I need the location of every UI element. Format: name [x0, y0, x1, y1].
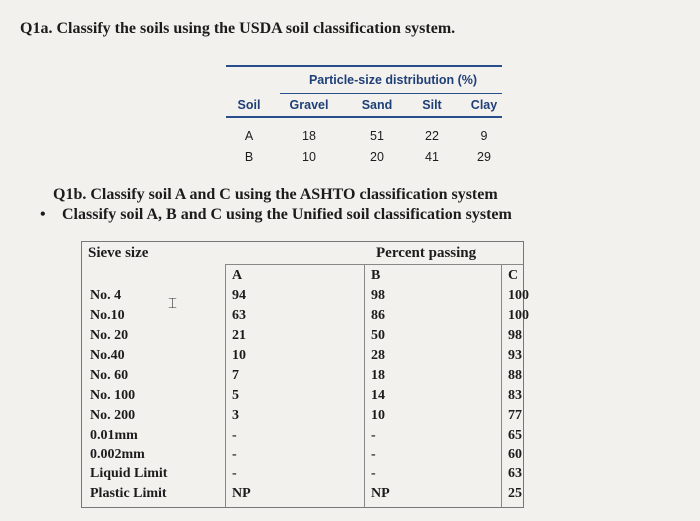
- cell-b: 10: [371, 408, 385, 423]
- cell-b: 86: [371, 308, 385, 323]
- cell-c: 25: [508, 486, 522, 501]
- cell-a: 21: [232, 328, 246, 343]
- col-divider-b: [364, 264, 365, 507]
- col-divider-c: [501, 264, 502, 507]
- question-1b: [53, 186, 498, 204]
- row-label: No. 20: [90, 328, 129, 343]
- cell-b: NP: [371, 486, 390, 501]
- cell-b: 18: [371, 368, 385, 383]
- cell-a: -: [232, 428, 237, 443]
- row-label: No. 100: [90, 388, 136, 403]
- group-header: Particle-size distribution (%): [308, 73, 478, 87]
- cell-a: 10: [232, 348, 246, 363]
- row-label: Liquid Limit: [90, 466, 168, 481]
- row-label: 0.01mm: [90, 428, 138, 443]
- cell-b: 50: [371, 328, 385, 343]
- text-cursor-icon: ⌶: [168, 294, 178, 312]
- cell-c: 88: [508, 368, 522, 383]
- row-label: 0.002mm: [90, 447, 145, 462]
- row-label: No.40: [90, 348, 125, 363]
- question-1a-label: Q1a.: [20, 20, 53, 37]
- sieve-size-header: Sieve size: [88, 245, 149, 261]
- bullet-icon: •: [40, 206, 46, 223]
- cell-c: 77: [508, 408, 522, 423]
- cell-soil-a: A: [244, 129, 254, 143]
- cell-b: -: [371, 447, 376, 462]
- cell-a: 3: [232, 408, 239, 423]
- cell-sand-a: 51: [370, 129, 384, 143]
- cell-soil-b: B: [244, 150, 254, 164]
- question-1a: [20, 20, 455, 38]
- cell-b: 98: [371, 288, 385, 303]
- row-label: No. 60: [90, 368, 129, 383]
- cell-a: NP: [232, 486, 251, 501]
- bullet-text: Classify soil A, B and C using the Unified soil classification system: [62, 206, 512, 223]
- cell-a: 94: [232, 288, 246, 303]
- percent-passing-header: Percent passing: [376, 245, 477, 261]
- group-header-rule: [280, 93, 502, 94]
- col-header-clay: Clay: [470, 98, 498, 112]
- cell-b: -: [371, 428, 376, 443]
- col-header-gravel: Gravel: [289, 98, 329, 112]
- cell-a: -: [232, 447, 237, 462]
- cell-b: -: [371, 466, 376, 481]
- cell-c: 60: [508, 447, 522, 462]
- sieve-analysis-table: [81, 241, 529, 508]
- bullet-item: [40, 206, 512, 224]
- cell-c: 93: [508, 348, 522, 363]
- table-top-rule: [226, 65, 502, 67]
- cell-sand-b: 20: [370, 150, 384, 164]
- col-header-silt: Silt: [422, 98, 442, 112]
- cell-c: 63: [508, 466, 522, 481]
- cell-a: 63: [232, 308, 246, 323]
- question-1b-text: Classify soil A and C using the ASHTO classification system: [90, 186, 498, 203]
- usda-particle-size-table: [226, 62, 502, 172]
- col-divider-a: [225, 264, 226, 507]
- row-label: No. 200: [90, 408, 136, 423]
- header-rule: [226, 116, 502, 118]
- cell-c: 98: [508, 328, 522, 343]
- question-1b-label: Q1b.: [53, 186, 87, 203]
- cell-c: 65: [508, 428, 522, 443]
- cell-silt-a: 22: [425, 129, 439, 143]
- cell-clay-a: 9: [480, 129, 488, 143]
- col-header-sand: Sand: [361, 98, 393, 112]
- cell-a: 7: [232, 368, 239, 383]
- cell-a: 5: [232, 388, 239, 403]
- row-label: No. 4: [90, 288, 122, 303]
- cell-gravel-b: 10: [302, 150, 316, 164]
- row-label: No.10: [90, 308, 125, 323]
- cell-b: 28: [371, 348, 385, 363]
- header-divider: [225, 264, 523, 265]
- col-header-c: C: [508, 268, 519, 283]
- cell-gravel-a: 18: [302, 129, 316, 143]
- row-label: Plastic Limit: [90, 486, 167, 501]
- cell-silt-b: 41: [425, 150, 439, 164]
- cell-c: 100: [508, 288, 529, 303]
- col-header-b: B: [371, 268, 381, 283]
- col-header-soil: Soil: [237, 98, 261, 112]
- cell-c: 83: [508, 388, 522, 403]
- question-1a-text: Classify the soils using the USDA soil classification system.: [56, 20, 456, 37]
- cell-c: 100: [508, 308, 529, 323]
- cell-b: 14: [371, 388, 385, 403]
- cell-a: -: [232, 466, 237, 481]
- col-header-a: A: [232, 268, 243, 283]
- cell-clay-b: 29: [477, 150, 491, 164]
